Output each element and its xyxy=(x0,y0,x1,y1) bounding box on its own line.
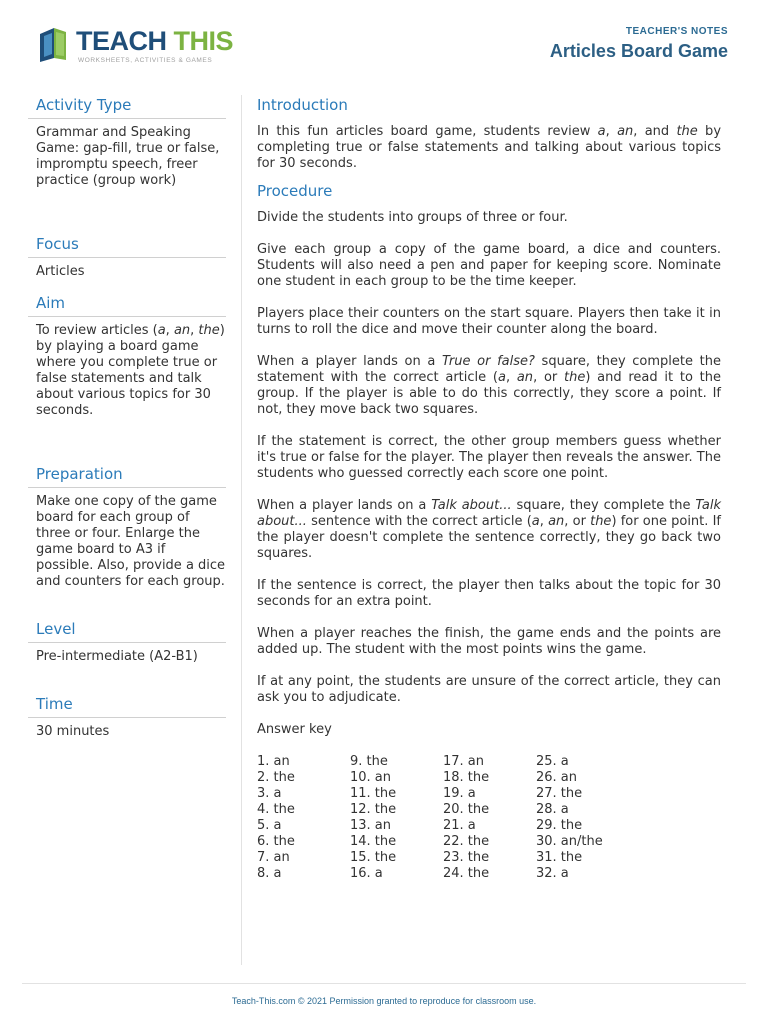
answer-item: 3. a xyxy=(257,786,282,801)
footer-copyright[interactable]: Teach-This.com © 2021 Permission granted to reproduce for classroom use. xyxy=(231,996,537,1006)
procedure-paragraph: If at any point, the students are unsure of the correct article, they can ask you to adjudicate. xyxy=(257,674,721,705)
answer-item: 5. a xyxy=(257,818,282,833)
time-section xyxy=(28,692,226,740)
procedure-paragraph: Give each group a copy of the game board, a dice and counters. Students will also need a pen and paper for keeping score. Nominate one student in each group to be the time keeper. xyxy=(257,242,721,289)
section-body: Make one copy of the game board for each group of three or four. Enlarge the game board to A3 if possible. Also, provide a dice and counters for each group. xyxy=(36,494,226,589)
section-heading: Focus xyxy=(28,232,226,258)
document-title: Articles Board Game xyxy=(549,41,728,61)
section-body: Pre-intermediate (A2-B1) xyxy=(36,649,198,664)
answer-item: 32. a xyxy=(536,866,569,881)
preparation-section xyxy=(28,462,226,617)
answer-item: 8. a xyxy=(257,866,282,881)
section-body: Grammar and Speaking Game: gap-fill, true or false, impromptu speech, freer practice (group work) xyxy=(36,125,220,188)
activity-type-section xyxy=(28,93,226,232)
procedure-paragraph: When a player lands on a Talk about... square, they complete the Talk about... sentence with the correct article (a, an, or the) for one point. If the player doesn't complete the sentence correctly, they go back two squares. xyxy=(257,498,721,561)
page-header xyxy=(0,0,768,90)
introduction-text: In this fun articles board game, students review a, an, and the by completing true or false statements and talking about various topics for 30 seconds. xyxy=(257,124,722,171)
answer-item: 15. the xyxy=(350,850,397,865)
procedure-paragraph: When a player lands on a True or false? square, they complete the statement with the correct article (a, an, or the) and read it to the group. If the player is able to do this correctly, they score a point. If not, they move back two squares. xyxy=(257,354,722,417)
logo-tagline: WORKSHEETS, ACTIVITIES & GAMES xyxy=(78,57,213,64)
aim-section xyxy=(28,291,226,462)
procedure-paragraph: When a player reaches the finish, the game ends and the points are added up. The student with the most points wins the game. xyxy=(257,626,721,657)
answer-item: 30. an/the xyxy=(536,834,603,849)
answer-item: 25. a xyxy=(536,754,569,769)
answer-item: 14. the xyxy=(350,834,397,849)
answer-item: 4. the xyxy=(257,802,295,817)
introduction-heading: Introduction xyxy=(257,96,348,114)
answer-item: 21. a xyxy=(443,818,476,833)
answer-column xyxy=(257,754,350,882)
procedure-paragraph: Players place their counters on the start square. Players then take it in turns to roll the dice and move their counter along the board. xyxy=(257,306,721,337)
logo-wordmark: TEACH THIS xyxy=(76,26,234,56)
answer-column xyxy=(350,754,443,882)
answer-item: 31. the xyxy=(536,850,583,865)
sidebar xyxy=(28,93,226,740)
answer-item: 13. an xyxy=(350,818,392,833)
answer-item: 11. the xyxy=(350,786,397,801)
answer-item: 24. the xyxy=(443,866,490,881)
footer-divider xyxy=(22,983,746,984)
answer-item: 20. the xyxy=(443,802,490,817)
answer-item: 27. the xyxy=(536,786,583,801)
answer-item: 16. a xyxy=(350,866,383,881)
procedure-heading: Procedure xyxy=(257,182,333,200)
answer-item: 26. an xyxy=(536,770,578,785)
answer-item: 23. the xyxy=(443,850,490,865)
main-content xyxy=(257,93,721,882)
answer-key-title: Answer key xyxy=(257,722,332,737)
answer-item: 17. an xyxy=(443,754,485,769)
answer-item: 10. an xyxy=(350,770,392,785)
answer-item: 1. an xyxy=(257,754,290,769)
procedure-paragraph: If the statement is correct, the other group members guess whether it's true or false for the player. The player then reveals the answer. The students who guessed correctly each score one point. xyxy=(257,434,721,481)
answer-column xyxy=(443,754,536,882)
answer-item: 2. the xyxy=(257,770,295,785)
section-heading: Time xyxy=(28,692,226,718)
answer-item: 9. the xyxy=(350,754,388,769)
section-heading: Activity Type xyxy=(28,93,226,119)
answer-item: 22. the xyxy=(443,834,490,849)
answer-column xyxy=(536,754,629,882)
document-kicker: TEACHER'S NOTES xyxy=(625,26,728,37)
answer-key-grid xyxy=(257,754,721,882)
answer-item: 12. the xyxy=(350,802,397,817)
section-body: To review articles (a, an, the) by playing a board game where you complete true or false statements and talk about various topics for 30 seconds. xyxy=(36,323,225,418)
answer-item: 19. a xyxy=(443,786,476,801)
answer-item: 28. a xyxy=(536,802,569,817)
procedure-paragraph: Divide the students into groups of three or four. xyxy=(257,210,568,225)
section-heading: Level xyxy=(28,617,226,643)
answer-item: 7. an xyxy=(257,850,290,865)
column-divider xyxy=(241,95,242,965)
level-section xyxy=(28,617,226,692)
section-body: 30 minutes xyxy=(36,724,110,739)
book-icon xyxy=(36,24,76,64)
section-heading: Preparation xyxy=(28,462,226,488)
focus-section xyxy=(28,232,226,291)
answer-item: 18. the xyxy=(443,770,490,785)
procedure-paragraph: If the sentence is correct, the player then talks about the topic for 30 seconds for an extra point. xyxy=(257,578,721,609)
answer-item: 6. the xyxy=(257,834,295,849)
section-heading: Aim xyxy=(28,291,226,317)
section-body: Articles xyxy=(36,264,85,279)
answer-item: 29. the xyxy=(536,818,583,833)
